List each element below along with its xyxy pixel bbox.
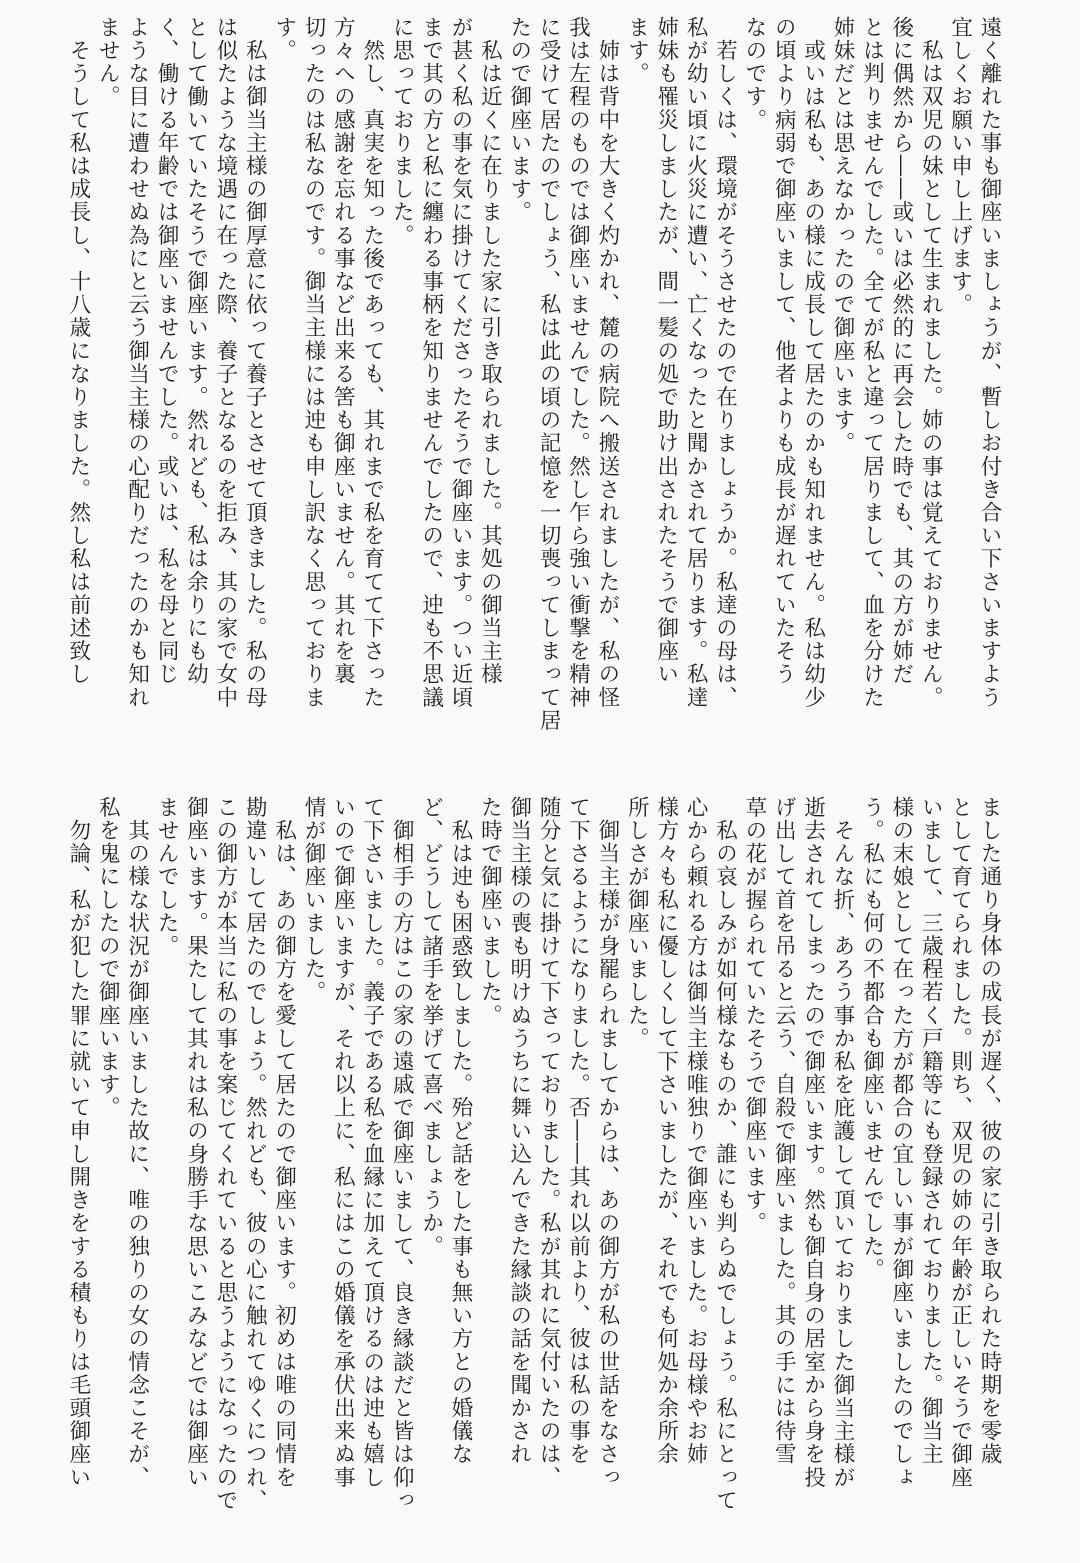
text-column: 御当主様が身罷られましてからは、あの御方が私の世話をなさっ: [594, 796, 620, 1489]
text-column: ません。: [95, 16, 121, 109]
text-column: 姉妹だとは思えなかったので御座います。: [830, 16, 856, 455]
text-column: 若しくは、環境がそうさせたので在りましょうか。私達の母は、: [712, 16, 738, 709]
text-column: て下さいました。義子である私を血縁に加えて頂けるのは迚も嬉し: [359, 796, 385, 1489]
text-column: そうして私は成長し、十八歳になりました。然し私は前述致し: [65, 16, 91, 686]
text-column: たので御座います。: [506, 16, 532, 224]
text-column: 勘違いして居たのでしょう。然れども、彼の心に触れてゆくにつれ、: [242, 796, 268, 1513]
text-column: 私が幼い頃に火災に遭い、亡くなったと聞かされて居ります。私達: [683, 16, 709, 709]
text-column: 宜しくお願い申し上げます。: [947, 16, 973, 317]
text-column: 勿論、私が犯した罪に就いて申し開きをする積もりは毛頭御座い: [65, 796, 91, 1489]
text-column: 然し、真実を知った後であっても、其れまで私を育てて下さった: [359, 16, 385, 709]
text-column: 所しさが御座いました。: [624, 796, 650, 1051]
text-column: ような目に遭わせぬ為にと云う御当主様の心配りだったのかも知れ: [124, 16, 150, 709]
text-column: は似たような境遇に在った際、養子となるのを拒み、其の家で女中: [212, 16, 238, 709]
text-column: す。: [271, 16, 297, 63]
text-column: 随分と気に掛けて下さっておりました。私が其れに気付いたのは、: [536, 796, 562, 1489]
text-column: ませんでした。: [154, 796, 180, 958]
text-column: まで其の方と私に纏わる事柄を知りませんでしたので、迚も不思議: [418, 16, 444, 709]
text-column: 私は、あの御方を愛して居たので御座います。初めは唯の同情を: [271, 796, 297, 1489]
text-column: 草の花が握られていたそうで御座います。: [741, 796, 767, 1235]
text-column: 或いは私も、あの様に成長して居たのかも知れません。私は幼少: [800, 16, 826, 709]
text-column: に思っておりました。: [389, 16, 415, 247]
text-column: く、働ける年齢では御座いませんでした。或いは、私を母と同じ: [154, 16, 180, 686]
text-column: の頃より病弱で御座いまして、他者よりも成長が遅れていたそう: [771, 16, 797, 686]
text-column: そんな折、あろう事か私を庇護して頂いておりました御当主様が: [830, 796, 856, 1489]
text-column: 遠く離れた事も御座いましょうが、暫しお付き合い下さいますよう: [977, 16, 1002, 709]
text-column: 私は双児の妹として生まれました。姉の事は覚えておりません。: [918, 16, 944, 709]
text-column: に受けて居たのでしょう、私は此の頃の記憶を一切喪ってしまって居: [536, 16, 562, 733]
text-column: 其の様な状況が御座いました故に、唯の独りの女の情念こそが、: [124, 796, 150, 1489]
text-column: 姉妹も罹災しましたが、間一髪の処で助け出されたそうで御座い: [653, 16, 679, 686]
text-column: 方々への感謝を忘れる事など出来る筈も御座いません。其れを裏: [330, 16, 356, 686]
text-column: なのです。: [741, 16, 767, 132]
text-column: 御相手の方はこの家の遠戚で御座いまして、良き縁談だと皆は仰っ: [389, 796, 415, 1513]
text-column: 様の末娘として在った方が都合の宜しい事が御座いましたのでしょ: [888, 796, 914, 1489]
text-column: 我は左程のものでは御座いませんでした。然し乍ら強い衝撃を精神: [565, 16, 591, 709]
text-column: 御当主様の喪も明けぬうちに舞い込んできた縁談の話を聞かされ: [506, 796, 532, 1466]
text-column: として働いていたそうで御座います。然れども、私は余りにも幼: [183, 16, 209, 686]
text-column: この御方が本当に私の事を案じてくれていると思うようになったので: [212, 796, 238, 1513]
text-column: 御座います。果たして其れは私の身勝手な思いこみなどでは御座い: [183, 796, 209, 1489]
text-column: 私を鬼にしたので御座います。: [95, 796, 121, 1120]
text-column: として育てられました。則ち、双児の姉の年齢が正しいそうで御座: [947, 796, 973, 1489]
text-column: 切ったのは私なのです。御当主様には迚も申し訳なく思っておりま: [301, 16, 327, 709]
text-column: 私の哀しみが如何様なものか、誰にも判らぬでしょう。私にとって: [712, 796, 738, 1513]
text-column: 様方々も私に優しくして下さいましたが、それでも何処か余所余: [653, 796, 679, 1466]
text-column: とは判りませんでした。全てが私と違って居りまして、血を分けた: [859, 16, 885, 709]
text-column: ます。: [624, 16, 650, 86]
text-block-bottom: [63, 796, 1004, 1548]
text-column: う。私にも何の不都合も御座いませんでした。: [859, 796, 885, 1282]
text-column: た時で御座いました。: [477, 796, 503, 1027]
text-column: ど、どうして諸手を挙げて喜べましょうか。: [418, 796, 444, 1258]
text-column: 情が御座いました。: [301, 796, 327, 1004]
text-column: 心から頼れる方は御当主様唯独りで御座いました。お母様やお姉: [683, 796, 709, 1466]
text-column: いので御座いますが、それ以上に、私にはこの婚儀を承伏出来ぬ事: [330, 796, 356, 1489]
text-column: いまして、三歳程若く戸籍等にも登録されておりました。御当主: [918, 796, 944, 1466]
text-column: 私は迚も困惑致しました。殆ど話をした事も無い方との婚儀な: [447, 796, 473, 1466]
text-column: が甚く私の事を気に掛けてくださったそうで御座います。つい近頃: [447, 16, 473, 709]
text-column: げ出して首を吊ると云う、自殺で御座いました。其の手には待雪: [771, 796, 797, 1466]
text-column: て下さるようになりました。否――其れ以前より、彼は私の事を: [565, 796, 591, 1466]
text-column: 後に偶然から――或いは必然的に再会した時でも、其の方が姉だ: [888, 16, 914, 686]
text-column: 私は御当主様の御厚意に依って養子とさせて頂きました。私の母: [242, 16, 268, 709]
text-column: 姉は背中を大きく灼かれ、麓の病院へ搬送されましたが、私の怪: [594, 16, 620, 709]
text-column: 私は近くに在りました家に引き取られました。其処の御当主様: [477, 16, 503, 686]
text-block-top: [63, 16, 1004, 768]
text-column: 逝去されてしまったので御座います。然も御自身の居室から身を投: [800, 796, 826, 1489]
text-column: ました通り身体の成長が遅く、彼の家に引き取られた時期を零歳: [977, 796, 1002, 1466]
